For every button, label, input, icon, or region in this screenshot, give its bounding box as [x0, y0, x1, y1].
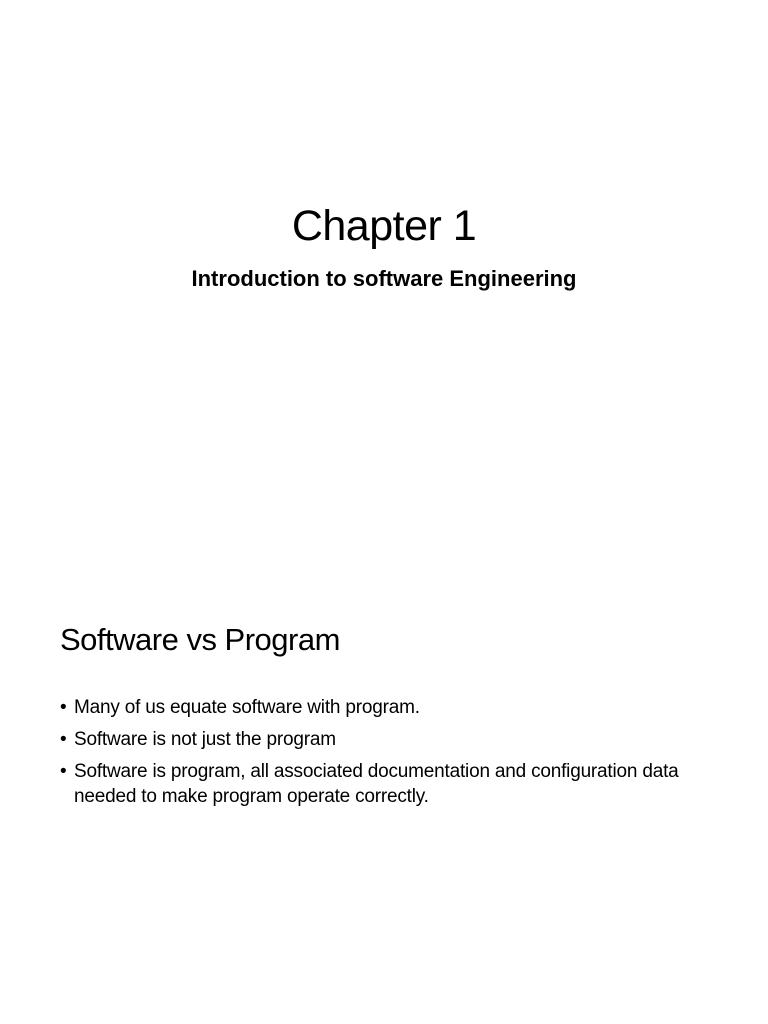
list-item [60, 727, 720, 752]
bullet-text: Software is not just the program [74, 729, 336, 750]
bullet-text: Many of us equate software with program. [74, 697, 420, 718]
bullet-icon: • [60, 729, 67, 750]
chapter-subtitle: Introduction to software Engineering [191, 266, 577, 291]
content-slide [0, 512, 768, 1024]
chapter-title: Chapter 1 [291, 202, 477, 250]
bullet-text: Software is program, all associated documentation and configuration data needed to make program operate correctly. [74, 761, 679, 807]
list-item [60, 695, 720, 720]
bullet-icon: • [60, 697, 67, 718]
bullet-icon: • [60, 761, 67, 782]
list-item [60, 759, 720, 809]
section-title: Software vs Program [60, 622, 340, 657]
bullet-list [60, 695, 720, 816]
